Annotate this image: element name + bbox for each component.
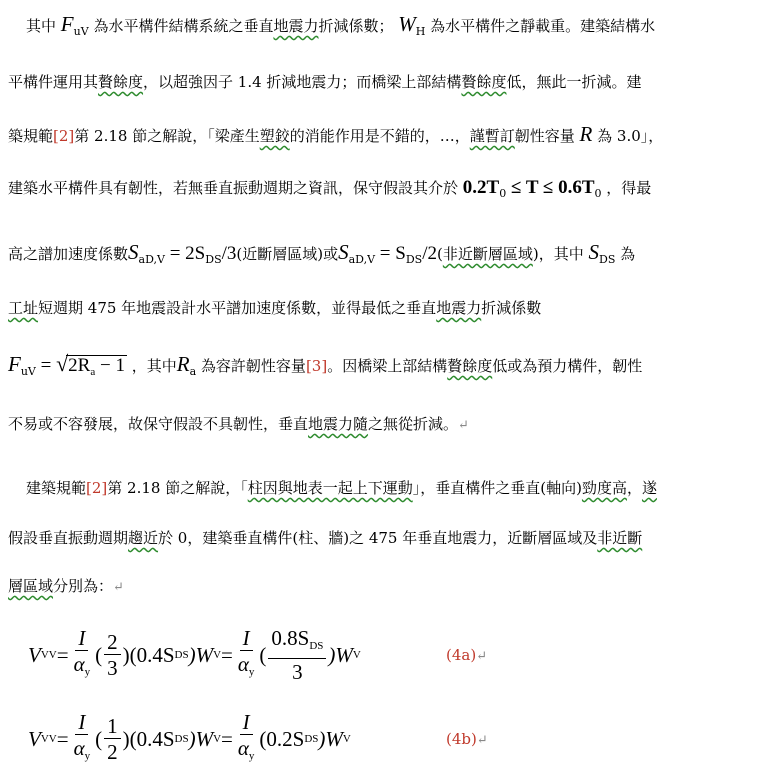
p1-line8: 不易或不容發展，故保守假設不具韌性，垂直地震力隨之無從折減。↵ — [8, 415, 469, 433]
equation-4b: V VV = $\frac{I}{\alpha_y}$ ( $\frac{1}{2}$ ) (0.4S DS )W V = $\frac{I}{\alpha_y}$ (0.2S DS )W V (4b)↵ — [28, 709, 488, 764]
p1-line4: 建築水平構件具有韌性，若無垂直振動週期之資訊，保守假設其介於 $0.2T_0 \le T \le 0.6T_0$ ，得最 — [8, 177, 652, 200]
p1-line3: 築規範[2]第 2.18 節之解說，「梁產生塑鉸的消能作用是不錯的，…，謹暫訂韌性容量 R 為 3.0」， — [8, 122, 664, 146]
equation-4a: V VV = $\frac{I}{\alpha_y}$ ( $\frac{2}{3}$ ) (0.4S DS )W V = $\frac{I}{\alpha_y}$ ( $\frac{0.8S_{DS}}{3}$ )W V (4a)↵ — [28, 625, 488, 684]
p1-line1: 其中 $F_{uV}$ 為水平構件結構系統之垂直地震力折減係數； $W_H$ 為水平構件之靜載重。建築結構水 — [26, 12, 656, 38]
p2-line2: 假設垂直振動週期趨近於 0，建築垂直構件(柱、牆)之 475 年垂直地震力，近斷層區域及非近斷 — [8, 529, 643, 547]
p1-line7: $F_{uV} = √2R_a - 1$ ，其中$R_a$ 為容許韌性容量[3]。因橋梁上部結構贅餘度低或為預力構件，韌性 — [8, 354, 760, 382]
p2-line3: 層區域分別為：↵ — [8, 577, 124, 595]
p2-line1: 建築規範[2]第 2.18 節之解說，「柱因與地表一起上下運動」，垂直構件之垂直(軸向)勁度高，遂 — [26, 479, 657, 497]
p1-line5: 高之譜加速度係數$S_{aD,V} = 2S_{DS}/3$(近斷層區域)或$S_{aD,V} = S_{DS}/2$(非近斷層區域)，其中 $S_{DS}$ 為 — [8, 240, 636, 266]
equation-number-4b: (4b)↵ — [446, 730, 488, 748]
p1-line6: 工址短週期 475 年地震設計水平譜加速度係數，並得最低之垂直地震力折減係數 — [8, 299, 542, 317]
equation-number-4a: (4a)↵ — [446, 646, 488, 664]
p1-line2: 平構件運用其贅餘度，以超強因子 1.4 折減地震力；而橋梁上部結構贅餘度低，無此一折減。建 — [8, 73, 642, 91]
